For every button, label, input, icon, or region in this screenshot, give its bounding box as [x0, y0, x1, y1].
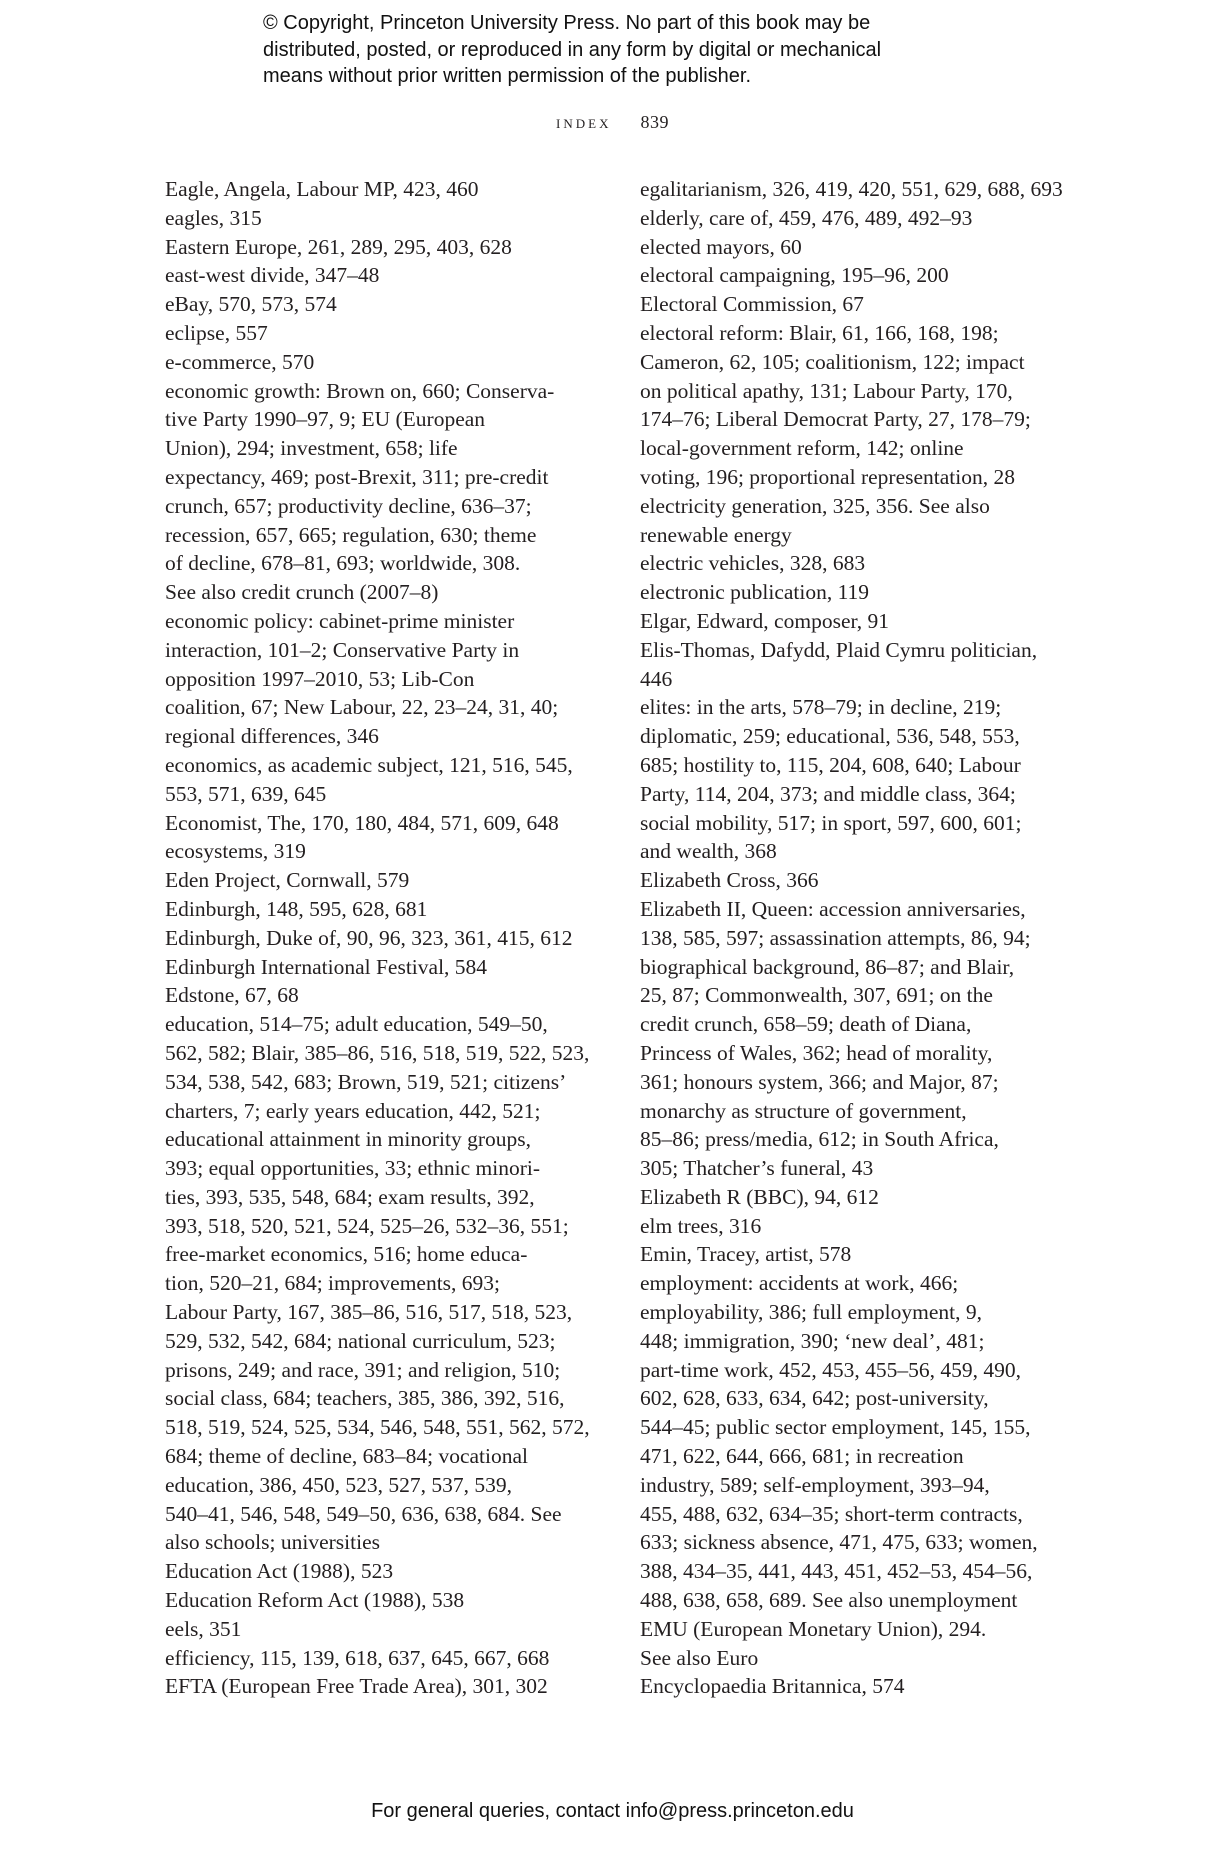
index-entry-line: electric vehicles, 328, 683: [640, 551, 866, 576]
index-entry-line: Cameron, 62, 105; coalitionism, 122; impact: [640, 349, 1025, 374]
index-entry-line: education, 386, 450, 523, 527, 537, 539,: [165, 1472, 512, 1497]
index-entry: [640, 233, 1080, 262]
index-entry-line: 361; honours system, 366; and Major, 87;: [640, 1069, 999, 1094]
copyright-line: means without prior written permission of the publisher.: [263, 65, 752, 87]
running-head: [0, 112, 1225, 133]
index-entry-line: elites: in the arts, 578–79; in decline, 219;: [640, 695, 1002, 720]
index-entry: [165, 837, 605, 866]
index-entry-line: also schools; universities: [165, 1530, 380, 1555]
index-entry-line: free-market economics, 516; home educa-: [165, 1242, 528, 1267]
index-entry-line: biographical background, 86–87; and Blair,: [640, 954, 1015, 979]
index-entry-line: 633; sickness absence, 471, 475, 633; women,: [640, 1530, 1038, 1555]
index-entry-line: part-time work, 452, 453, 455–56, 459, 490,: [640, 1357, 1021, 1382]
index-entry-line: education, 514–75; adult education, 549–50,: [165, 1012, 548, 1037]
index-entry: [165, 175, 605, 204]
index-entry-line: Edstone, 67, 68: [165, 983, 299, 1008]
index-entry-line: electoral reform: Blair, 61, 166, 168, 198;: [640, 320, 999, 345]
index-entry-line: renewable energy: [640, 522, 792, 547]
index-entry-line: 602, 628, 633, 634, 642; post-university,: [640, 1386, 989, 1411]
page-number: 839: [640, 112, 669, 132]
index-entry-line: Edinburgh International Festival, 584: [165, 954, 488, 979]
index-entry-line: opposition 1997–2010, 53; Lib-Con: [165, 666, 475, 691]
index-entry-line: elderly, care of, 459, 476, 489, 492–93: [640, 205, 973, 230]
index-entry-line: Education Act (1988), 523: [165, 1559, 394, 1584]
index-entry-line: crunch, 657; productivity decline, 636–37;: [165, 493, 532, 518]
index-entry-line: industry, 589; self-employment, 393–94,: [640, 1472, 990, 1497]
index-entry: [165, 866, 605, 895]
index-entry-line: 544–45; public sector employment, 145, 155,: [640, 1415, 1031, 1440]
index-entry-line: 138, 585, 597; assassination attempts, 86, 94;: [640, 925, 1031, 950]
index-entry: [165, 290, 605, 319]
index-entry-line: Elizabeth R (BBC), 94, 612: [640, 1184, 879, 1209]
index-entry: [165, 319, 605, 348]
index-entry-line: recession, 657, 665; regulation, 630; theme: [165, 522, 537, 547]
index-entry-line: Electoral Commission, 67: [640, 292, 864, 317]
index-entry-line: See also credit crunch (2007–8): [165, 580, 439, 605]
index-entry: [640, 1269, 1080, 1615]
index-entry: [640, 204, 1080, 233]
index-entry-line: Eagle, Angela, Labour MP, 423, 460: [165, 177, 479, 201]
index-entry-line: 534, 538, 542, 683; Brown, 519, 521; citizens’: [165, 1069, 567, 1094]
index-entry: [165, 895, 605, 924]
index-entry: [165, 348, 605, 377]
index-entry-line: employability, 386; full employment, 9,: [640, 1300, 982, 1325]
index-entry: [640, 261, 1080, 290]
index-entry-line: egalitarianism, 326, 419, 420, 551, 629, 688, 693: [640, 177, 1063, 201]
index-entry: [165, 233, 605, 262]
index-entry-line: Labour Party, 167, 385–86, 516, 517, 518, 523,: [165, 1300, 573, 1325]
index-entry-line: Elis-Thomas, Dafydd, Plaid Cymru politician,: [640, 637, 1038, 662]
index-entry: [165, 953, 605, 982]
index-entry-line: Encyclopaedia Britannica, 574: [640, 1674, 905, 1699]
footer-contact: For general queries, contact info@press.princeton.edu: [371, 1800, 854, 1822]
index-entry-line: elm trees, 316: [640, 1213, 762, 1238]
index-entry: [165, 809, 605, 838]
index-entry-line: ties, 393, 535, 548, 684; exam results, 392,: [165, 1184, 535, 1209]
index-entry-line: tion, 520–21, 684; improvements, 693;: [165, 1271, 501, 1296]
index-entry-line: 25, 87; Commonwealth, 307, 691; on the: [640, 983, 993, 1008]
index-entry: [640, 492, 1080, 550]
index-entry-line: 562, 582; Blair, 385–86, 516, 518, 519, 522, 523,: [165, 1040, 590, 1065]
index-entry-line: Edinburgh, 148, 595, 628, 681: [165, 896, 428, 921]
index-entry-line: 305; Thatcher’s funeral, 43: [640, 1156, 874, 1181]
index-entry-line: credit crunch, 658–59; death of Diana,: [640, 1012, 972, 1037]
index-entry-line: interaction, 101–2; Conservative Party in: [165, 637, 520, 662]
index-entry: [640, 1183, 1080, 1212]
index-entry-line: 540–41, 546, 548, 549–50, 636, 638, 684. See: [165, 1501, 562, 1526]
index-entry-line: Elizabeth II, Queen: accession anniversaries,: [640, 896, 1026, 921]
index-entry-line: 174–76; Liberal Democrat Party, 27, 178–79;: [640, 407, 1031, 432]
index-entry-line: diplomatic, 259; educational, 536, 548, 553,: [640, 724, 1020, 749]
index-entry-line: and wealth, 368: [640, 839, 777, 864]
copyright-line: © Copyright, Princeton University Press. No part of this book may be: [263, 12, 871, 34]
index-entry: [165, 377, 605, 607]
index-entry-line: educational attainment in minority groups,: [165, 1127, 532, 1152]
index-entry-line: elected mayors, 60: [640, 234, 802, 259]
index-entry-line: electoral campaigning, 195–96, 200: [640, 263, 949, 288]
index-entry-line: east-west divide, 347–48: [165, 263, 380, 288]
index-entry-line: See also Euro: [640, 1645, 759, 1670]
index-entry: [640, 1212, 1080, 1241]
index-entry-line: 529, 532, 542, 684; national curriculum, 523;: [165, 1328, 556, 1353]
index-column-right: [640, 175, 1080, 1701]
index-entry: [640, 895, 1080, 1183]
index-entry-line: Elizabeth Cross, 366: [640, 868, 819, 893]
index-entry: [640, 866, 1080, 895]
index-column-left: [165, 175, 605, 1701]
index-entry-line: regional differences, 346: [165, 724, 379, 749]
index-entry: [165, 1644, 605, 1673]
index-entry: [165, 261, 605, 290]
index-entry-line: of decline, 678–81, 693; worldwide, 308.: [165, 551, 521, 576]
index-entry-line: eclipse, 557: [165, 320, 268, 345]
index-entry-line: 455, 488, 632, 634–35; short-term contracts,: [640, 1501, 1023, 1526]
index-entry-line: electricity generation, 325, 356. See also: [640, 493, 990, 518]
index-entry-line: e-commerce, 570: [165, 349, 315, 374]
index-entry-line: 393, 518, 520, 521, 524, 525–26, 532–36, 551;: [165, 1213, 569, 1238]
index-entry: [165, 981, 605, 1010]
index-entry-line: eels, 351: [165, 1616, 242, 1641]
index-entry-line: 446: [640, 666, 673, 691]
index-entry-line: tive Party 1990–97, 9; EU (European: [165, 407, 486, 432]
index-entry-line: 448; immigration, 390; ‘new deal’, 481;: [640, 1328, 985, 1353]
index-entry-line: coalition, 67; New Labour, 22, 23–24, 31, 40;: [165, 695, 559, 720]
index-entry: [640, 1615, 1080, 1673]
index-entry: [640, 319, 1080, 492]
index-entry-line: efficiency, 115, 139, 618, 637, 645, 667, 668: [165, 1645, 550, 1670]
index-entry-line: 393; equal opportunities, 33; ethnic minori-: [165, 1156, 540, 1181]
index-entry-line: economic growth: Brown on, 660; Conserva-: [165, 378, 555, 403]
index-entry-line: economics, as academic subject, 121, 516, 545,: [165, 752, 573, 777]
index-entry-line: Education Reform Act (1988), 538: [165, 1588, 465, 1613]
index-entry-line: social class, 684; teachers, 385, 386, 392, 516,: [165, 1386, 565, 1411]
index-entry: [165, 1615, 605, 1644]
copyright-line: distributed, posted, or reproduced in any form by digital or mechanical: [263, 38, 882, 61]
index-entry: [165, 204, 605, 233]
index-entry: [640, 578, 1080, 607]
index-entry-line: Eastern Europe, 261, 289, 295, 403, 628: [165, 234, 512, 259]
index-entry-line: employment: accidents at work, 466;: [640, 1271, 959, 1296]
index-entry-line: EFTA (European Free Trade Area), 301, 302: [165, 1674, 548, 1699]
index-entry-line: eagles, 315: [165, 205, 262, 230]
index-entry: [165, 924, 605, 953]
index-entry-line: electronic publication, 119: [640, 580, 870, 605]
index-entry-line: Edinburgh, Duke of, 90, 96, 323, 361, 415, 612: [165, 925, 573, 950]
index-entry-line: 685; hostility to, 115, 204, 608, 640; Labour: [640, 752, 1021, 777]
index-entry-line: Eden Project, Cornwall, 579: [165, 868, 410, 893]
index-entry: [165, 607, 605, 751]
index-entry-line: Union), 294; investment, 658; life: [165, 436, 458, 461]
index-entry: [165, 1557, 605, 1586]
index-entry-line: EMU (European Monetary Union), 294.: [640, 1616, 987, 1641]
index-entry-line: Emin, Tracey, artist, 578: [640, 1242, 852, 1267]
index-entry: [165, 1586, 605, 1615]
index-entry-line: on political apathy, 131; Labour Party, 170,: [640, 378, 1013, 403]
index-entry-line: local-government reform, 142; online: [640, 436, 964, 461]
index-entry: [165, 1010, 605, 1557]
index-entry: [640, 1240, 1080, 1269]
index-entry-line: Party, 114, 204, 373; and middle class, 364;: [640, 781, 1016, 806]
index-entry-line: 684; theme of decline, 683–84; vocational: [165, 1444, 529, 1469]
index-entry-line: 388, 434–35, 441, 443, 451, 452–53, 454–56,: [640, 1559, 1033, 1584]
index-entry: [640, 607, 1080, 636]
index-entry-line: Elgar, Edward, composer, 91: [640, 608, 890, 633]
index-entry: [640, 175, 1080, 204]
index-entry-line: prisons, 249; and race, 391; and religion, 510;: [165, 1357, 561, 1382]
index-entry-line: voting, 196; proportional representation, 28: [640, 464, 1015, 489]
index-entry-line: expectancy, 469; post-Brexit, 311; pre-credit: [165, 464, 549, 489]
index-entry-line: 518, 519, 524, 525, 534, 546, 548, 551, 562, 572,: [165, 1415, 590, 1440]
index-entry-line: 553, 571, 639, 645: [165, 781, 327, 806]
index-entry: [640, 1672, 1080, 1701]
index-entry: [165, 1672, 605, 1701]
index-entry-line: eBay, 570, 573, 574: [165, 292, 337, 317]
index-entry: [640, 636, 1080, 694]
index-entry-line: social mobility, 517; in sport, 597, 600, 601;: [640, 810, 1022, 835]
index-entry-line: Economist, The, 170, 180, 484, 571, 609, 648: [165, 810, 559, 835]
index-entry: [165, 751, 605, 809]
index-entry-line: 85–86; press/media, 612; in South Africa,: [640, 1127, 999, 1152]
index-entry: [640, 290, 1080, 319]
index-entry: [640, 549, 1080, 578]
running-head-label: index: [556, 112, 612, 132]
index-entry: [640, 693, 1080, 866]
index-entry-line: ecosystems, 319: [165, 839, 306, 864]
index-entry-line: economic policy: cabinet-prime minister: [165, 608, 515, 633]
index-entry-line: charters, 7; early years education, 442, 521;: [165, 1098, 541, 1123]
index-entry-line: 471, 622, 644, 666, 681; in recreation: [640, 1444, 964, 1469]
copyright-notice: [263, 10, 1003, 90]
index-entry-line: monarchy as structure of government,: [640, 1098, 967, 1123]
index-entry-line: Princess of Wales, 362; head of morality,: [640, 1040, 993, 1065]
index-entry-line: 488, 638, 658, 689. See also unemployment: [640, 1588, 1018, 1613]
